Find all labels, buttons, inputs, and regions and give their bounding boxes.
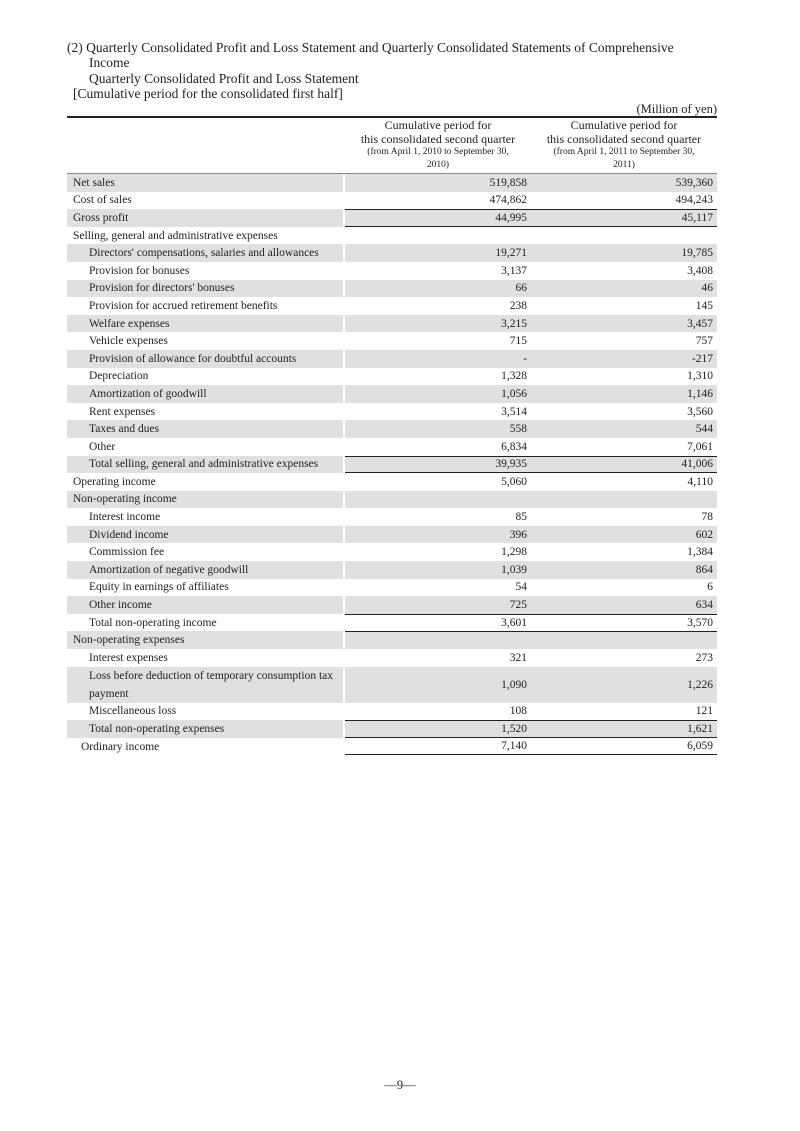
value-2011: 1,310 bbox=[687, 370, 713, 383]
column-header-period: 2010) bbox=[426, 160, 450, 170]
value-2010: 1,328 bbox=[501, 370, 527, 383]
value-2011: 3,560 bbox=[687, 405, 713, 418]
value-2010: 3,215 bbox=[345, 315, 531, 333]
table-row bbox=[67, 738, 717, 756]
value-2011: 6 bbox=[707, 581, 713, 594]
row-label: Equity in earnings of affiliates bbox=[89, 581, 229, 594]
statement-title: Quarterly Consolidated Profit and Loss Statement bbox=[89, 71, 359, 86]
value-2010: 1,090 bbox=[345, 667, 531, 703]
column-header-line: this consolidated second quarter bbox=[546, 132, 702, 146]
value-2011: 145 bbox=[695, 299, 713, 312]
table-row bbox=[67, 368, 717, 386]
row-label: Total non-operating expenses bbox=[67, 720, 343, 738]
column-header-line: Cumulative period for bbox=[384, 118, 492, 132]
table-row bbox=[67, 596, 717, 614]
table-row bbox=[67, 227, 717, 245]
value-2011: 494,243 bbox=[675, 194, 713, 207]
value-2011: 3,408 bbox=[687, 264, 713, 277]
row-label: Net sales bbox=[67, 174, 343, 192]
period-subtitle: [Cumulative period for the consolidated first half] bbox=[73, 86, 343, 101]
table-row bbox=[67, 456, 717, 474]
value-2010: 558 bbox=[345, 420, 531, 438]
value-2011: 1,146 bbox=[531, 385, 717, 403]
value-2010 bbox=[345, 491, 531, 509]
table-row bbox=[67, 491, 717, 509]
table-row bbox=[67, 561, 717, 579]
value-2010 bbox=[345, 227, 531, 245]
column-header-period: 2011) bbox=[613, 160, 635, 170]
value-2010: 85 bbox=[515, 511, 527, 524]
value-2011: 1,384 bbox=[687, 546, 713, 559]
row-label: Depreciation bbox=[89, 370, 149, 383]
value-2011: 121 bbox=[695, 705, 713, 718]
value-2011: 634 bbox=[531, 596, 717, 614]
table-row bbox=[67, 385, 717, 403]
value-2010: 1,056 bbox=[345, 385, 531, 403]
table-row bbox=[67, 579, 717, 597]
value-2011: 6,059 bbox=[531, 738, 717, 756]
row-label: Provision for bonuses bbox=[89, 264, 190, 277]
column-header-2010 bbox=[345, 118, 531, 172]
value-2010: 44,995 bbox=[345, 209, 531, 227]
profit-loss-table bbox=[67, 173, 717, 755]
page-number: —9— bbox=[384, 1078, 416, 1092]
value-2011: 41,006 bbox=[531, 456, 717, 474]
table-row bbox=[67, 649, 717, 667]
row-label: Commission fee bbox=[89, 546, 165, 559]
value-2010: 5,060 bbox=[501, 475, 527, 488]
value-2011: 539,360 bbox=[531, 174, 717, 192]
column-header-period: (from April 1, 2011 to September 30, bbox=[553, 147, 695, 157]
value-2010: 238 bbox=[509, 299, 527, 312]
table-row bbox=[67, 403, 717, 421]
value-2010: 519,858 bbox=[345, 174, 531, 192]
value-2011: 544 bbox=[531, 420, 717, 438]
value-2011: 1,226 bbox=[531, 667, 717, 703]
value-2010: - bbox=[345, 350, 531, 368]
value-2010: 39,935 bbox=[345, 456, 531, 474]
value-2011: 864 bbox=[531, 561, 717, 579]
value-2011 bbox=[531, 491, 717, 509]
table-row bbox=[67, 667, 717, 703]
value-2010 bbox=[345, 631, 531, 649]
row-label: Interest expenses bbox=[89, 651, 168, 664]
value-2010: 1,039 bbox=[345, 561, 531, 579]
row-label: Other bbox=[89, 440, 116, 453]
value-2010: 474,862 bbox=[489, 194, 527, 207]
row-label: Miscellaneous loss bbox=[89, 705, 177, 718]
row-label: Loss before deduction of temporary consumption tax payment bbox=[67, 667, 343, 703]
unit-label: (Million of yen) bbox=[636, 102, 717, 116]
value-2011: 4,110 bbox=[687, 475, 713, 488]
row-label: Total non-operating income bbox=[89, 616, 217, 629]
row-label: Welfare expenses bbox=[67, 315, 343, 333]
value-2010: 6,834 bbox=[501, 440, 527, 453]
value-2011: 46 bbox=[531, 280, 717, 298]
value-2011: 757 bbox=[695, 335, 713, 348]
value-2011: 19,785 bbox=[531, 244, 717, 262]
row-label: Provision for directors' bonuses bbox=[67, 280, 343, 298]
table-row bbox=[67, 543, 717, 561]
row-label: Ordinary income bbox=[81, 740, 160, 753]
table-row bbox=[67, 297, 717, 315]
value-2010: 1,298 bbox=[501, 546, 527, 559]
value-2011 bbox=[531, 631, 717, 649]
row-label: Interest income bbox=[89, 511, 161, 524]
value-2011: 3,457 bbox=[531, 315, 717, 333]
value-2011: -217 bbox=[531, 350, 717, 368]
value-2011: 273 bbox=[695, 651, 713, 664]
value-2011: 45,117 bbox=[531, 209, 717, 227]
table-row bbox=[67, 720, 717, 738]
value-2011: 7,061 bbox=[687, 440, 713, 453]
value-2010: 1,520 bbox=[345, 720, 531, 738]
value-2010: 321 bbox=[509, 651, 527, 664]
table-row bbox=[67, 703, 717, 721]
row-label: Operating income bbox=[73, 475, 156, 488]
table-row bbox=[67, 438, 717, 456]
value-2011: 3,570 bbox=[531, 614, 717, 632]
value-2010: 3,137 bbox=[501, 264, 527, 277]
value-2010: 725 bbox=[345, 596, 531, 614]
row-label: Amortization of goodwill bbox=[67, 385, 343, 403]
table-row bbox=[67, 614, 717, 632]
value-2010: 108 bbox=[509, 705, 527, 718]
table-row bbox=[67, 315, 717, 333]
value-2010: 3,514 bbox=[501, 405, 527, 418]
table-row bbox=[67, 209, 717, 227]
value-2010: 396 bbox=[345, 526, 531, 544]
table-row bbox=[67, 262, 717, 280]
table-row bbox=[67, 350, 717, 368]
row-label: Rent expenses bbox=[89, 405, 156, 418]
row-label: Cost of sales bbox=[73, 194, 132, 207]
row-label: Amortization of negative goodwill bbox=[67, 561, 343, 579]
section-heading: (2) Quarterly Consolidated Profit and Loss Statement and Quarterly Consolidated Statements of Comprehensive bbox=[67, 40, 674, 55]
table-row bbox=[67, 192, 717, 210]
table-row bbox=[67, 526, 717, 544]
row-label: Gross profit bbox=[67, 209, 343, 227]
row-label: Vehicle expenses bbox=[89, 335, 168, 348]
column-header-2011 bbox=[531, 118, 717, 172]
value-2011: 78 bbox=[701, 511, 713, 524]
column-header-line: this consolidated second quarter bbox=[360, 132, 516, 146]
value-2011: 602 bbox=[531, 526, 717, 544]
table-row bbox=[67, 332, 717, 350]
row-label: Directors' compensations, salaries and allowances bbox=[67, 244, 343, 262]
value-2010: 3,601 bbox=[345, 614, 531, 632]
row-label: Non-operating expenses bbox=[67, 631, 343, 649]
row-label: Provision of allowance for doubtful accounts bbox=[67, 350, 343, 368]
table-row bbox=[67, 508, 717, 526]
row-label: Provision for accrued retirement benefits bbox=[89, 299, 278, 312]
value-2011: 1,621 bbox=[531, 720, 717, 738]
table-row bbox=[67, 244, 717, 262]
table-row bbox=[67, 473, 717, 491]
row-label: Non-operating income bbox=[67, 491, 343, 509]
value-2010: 19,271 bbox=[345, 244, 531, 262]
value-2010: 715 bbox=[509, 335, 527, 348]
table-row bbox=[67, 174, 717, 192]
value-2011 bbox=[531, 227, 717, 245]
row-label: Dividend income bbox=[67, 526, 343, 544]
row-label: Total selling, general and administrative expenses bbox=[67, 456, 343, 474]
value-2010: 54 bbox=[515, 581, 527, 594]
section-heading-cont: Income bbox=[89, 55, 130, 70]
column-header-line: Cumulative period for bbox=[570, 118, 678, 132]
row-label: Taxes and dues bbox=[67, 420, 343, 438]
value-2010: 66 bbox=[345, 280, 531, 298]
table-row bbox=[67, 420, 717, 438]
row-label: Selling, general and administrative expenses bbox=[73, 229, 278, 242]
table-row bbox=[67, 280, 717, 298]
table-row bbox=[67, 631, 717, 649]
column-header-period: (from April 1, 2010 to September 30, bbox=[367, 147, 509, 157]
value-2010: 7,140 bbox=[345, 738, 531, 756]
row-label: Other income bbox=[67, 596, 343, 614]
